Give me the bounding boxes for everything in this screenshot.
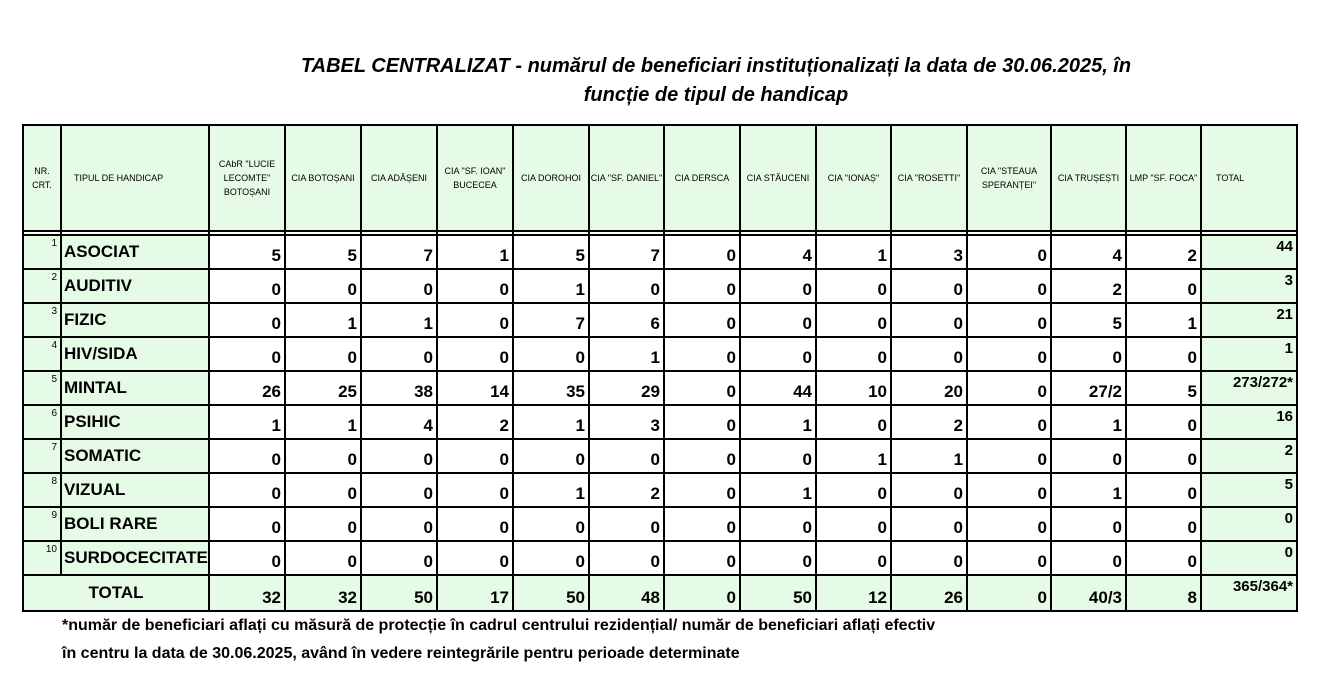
handicap-type: SURDOCECITATE <box>61 541 209 575</box>
row-total: 5 <box>1201 473 1297 507</box>
total-cell: 12 <box>816 575 891 611</box>
total-cell: 50 <box>513 575 589 611</box>
table-cell: 2 <box>589 473 664 507</box>
grand-total: 365/364* <box>1201 575 1297 611</box>
footnote-line-1: *număr de beneficiari aflați cu măsură de protecție în cadrul centrului rezidențial/ număr de beneficiari aflați efectiv <box>62 617 936 634</box>
table-cell: 0 <box>967 541 1051 575</box>
table-cell: 0 <box>967 337 1051 371</box>
table-cell: 6 <box>589 303 664 337</box>
table-cell: 0 <box>285 337 361 371</box>
table-cell: 4 <box>1051 235 1126 269</box>
beneficiaries-table <box>22 124 1298 612</box>
table-cell: 0 <box>740 303 816 337</box>
table-cell: 44 <box>740 371 816 405</box>
row-total: 1 <box>1201 337 1297 371</box>
row-number: 4 <box>23 337 61 371</box>
table-cell: 1 <box>361 303 437 337</box>
table-row <box>23 269 1297 303</box>
table-cell: 0 <box>1051 507 1126 541</box>
table-cell: 0 <box>967 473 1051 507</box>
table-cell: 0 <box>285 541 361 575</box>
table-row <box>23 405 1297 439</box>
table-cell: 1 <box>1126 303 1201 337</box>
table-cell: 0 <box>285 439 361 473</box>
table-cell: 0 <box>891 473 967 507</box>
table-cell: 3 <box>589 405 664 439</box>
table-cell: 0 <box>967 371 1051 405</box>
table-cell: 0 <box>891 541 967 575</box>
table-cell: 0 <box>967 507 1051 541</box>
table-cell: 0 <box>361 337 437 371</box>
column-header: CIA "STEAUA SPERANȚEI" <box>967 125 1051 231</box>
row-total: 3 <box>1201 269 1297 303</box>
table-cell: 0 <box>209 473 285 507</box>
table-row <box>23 439 1297 473</box>
table-cell: 4 <box>740 235 816 269</box>
table-cell: 0 <box>437 269 513 303</box>
table-cell: 1 <box>816 235 891 269</box>
table-cell: 0 <box>361 439 437 473</box>
table-cell: 0 <box>361 269 437 303</box>
column-header: CIA DERSCA <box>664 125 740 231</box>
table-cell: 1 <box>740 473 816 507</box>
table-row <box>23 235 1297 269</box>
table-cell: 0 <box>664 507 740 541</box>
table-cell: 0 <box>1051 337 1126 371</box>
table-cell: 1 <box>891 439 967 473</box>
row-number: 2 <box>23 269 61 303</box>
table-cell: 0 <box>664 439 740 473</box>
table-cell: 0 <box>1126 405 1201 439</box>
table-cell: 0 <box>816 541 891 575</box>
table-cell: 0 <box>1126 507 1201 541</box>
table-cell: 10 <box>816 371 891 405</box>
table-cell: 0 <box>513 337 589 371</box>
row-total: 273/272* <box>1201 371 1297 405</box>
total-cell: 50 <box>361 575 437 611</box>
table-cell: 0 <box>664 337 740 371</box>
total-cell: 0 <box>967 575 1051 611</box>
table-cell: 20 <box>891 371 967 405</box>
table-cell: 0 <box>285 473 361 507</box>
table-cell: 0 <box>285 269 361 303</box>
table-row <box>23 507 1297 541</box>
column-header: CIA "ROSETTI" <box>891 125 967 231</box>
table-cell: 0 <box>816 303 891 337</box>
row-number: 10 <box>23 541 61 575</box>
column-header: CIA "IONAȘ" <box>816 125 891 231</box>
table-cell: 0 <box>664 405 740 439</box>
table-cell: 1 <box>513 269 589 303</box>
table-cell: 5 <box>209 235 285 269</box>
table-cell: 5 <box>1126 371 1201 405</box>
column-header: CIA BOTOȘANI <box>285 125 361 231</box>
handicap-type: MINTAL <box>61 371 209 405</box>
table-cell: 38 <box>361 371 437 405</box>
row-number: 1 <box>23 235 61 269</box>
table-cell: 26 <box>209 371 285 405</box>
total-cell: 50 <box>740 575 816 611</box>
column-header: CAbR "LUCIE LECOMTE" BOTOȘANI <box>209 125 285 231</box>
table-cell: 0 <box>891 269 967 303</box>
table-cell: 0 <box>891 303 967 337</box>
table-cell: 1 <box>285 405 361 439</box>
table-cell: 1 <box>589 337 664 371</box>
column-header: CIA ADĂȘENI <box>361 125 437 231</box>
table-cell: 0 <box>664 371 740 405</box>
table-cell: 0 <box>967 235 1051 269</box>
total-cell: 17 <box>437 575 513 611</box>
table-header-row <box>23 125 1297 231</box>
table-cell: 2 <box>1126 235 1201 269</box>
table-cell: 0 <box>664 541 740 575</box>
column-header: NR. CRT. <box>23 125 61 231</box>
table-cell: 7 <box>513 303 589 337</box>
column-header: CIA "SF. IOAN" BUCECEA <box>437 125 513 231</box>
footnote <box>62 612 935 668</box>
table-cell: 0 <box>437 541 513 575</box>
total-cell: 0 <box>664 575 740 611</box>
table-cell: 0 <box>209 303 285 337</box>
table-row <box>23 337 1297 371</box>
title-line-2: funcție de tipul de handicap <box>583 84 849 106</box>
table-cell: 5 <box>513 235 589 269</box>
table-cell: 1 <box>816 439 891 473</box>
column-header: CIA STĂUCENI <box>740 125 816 231</box>
table-row <box>23 473 1297 507</box>
handicap-type: PSIHIC <box>61 405 209 439</box>
table-cell: 0 <box>513 507 589 541</box>
table-cell: 0 <box>589 541 664 575</box>
table-cell: 1 <box>209 405 285 439</box>
table-cell: 0 <box>437 473 513 507</box>
total-cell: 32 <box>285 575 361 611</box>
table-cell: 0 <box>589 269 664 303</box>
table-cell: 0 <box>967 303 1051 337</box>
table-cell: 0 <box>1051 541 1126 575</box>
row-total: 0 <box>1201 541 1297 575</box>
totals-label: TOTAL <box>23 575 209 611</box>
table-cell: 2 <box>891 405 967 439</box>
table-cell: 0 <box>1126 541 1201 575</box>
row-total: 21 <box>1201 303 1297 337</box>
table-cell: 0 <box>513 541 589 575</box>
table-cell: 0 <box>1126 337 1201 371</box>
row-number: 3 <box>23 303 61 337</box>
handicap-type: AUDITIV <box>61 269 209 303</box>
table-body <box>23 231 1297 611</box>
table-cell: 0 <box>664 473 740 507</box>
column-header: TOTAL <box>1201 125 1297 231</box>
title-line-1: TABEL CENTRALIZAT - numărul de beneficiari instituționalizați la data de 30.06.2025, în <box>300 55 1132 77</box>
table-cell: 5 <box>1051 303 1126 337</box>
table-cell: 0 <box>816 473 891 507</box>
table-cell: 0 <box>816 337 891 371</box>
table-cell: 0 <box>740 337 816 371</box>
table-cell: 0 <box>967 405 1051 439</box>
column-header: CIA "SF. DANIEL" <box>589 125 664 231</box>
table-cell: 1 <box>513 473 589 507</box>
table-cell: 0 <box>209 507 285 541</box>
table-cell: 0 <box>437 303 513 337</box>
handicap-type: ASOCIAT <box>61 235 209 269</box>
column-header: CIA TRUȘEȘTI <box>1051 125 1126 231</box>
handicap-type: BOLI RARE <box>61 507 209 541</box>
total-cell: 32 <box>209 575 285 611</box>
table-cell: 0 <box>361 541 437 575</box>
row-total: 0 <box>1201 507 1297 541</box>
table-cell: 27/2 <box>1051 371 1126 405</box>
table-cell: 0 <box>361 473 437 507</box>
table-cell: 3 <box>891 235 967 269</box>
table-cell: 0 <box>816 405 891 439</box>
table-cell: 7 <box>589 235 664 269</box>
table-cell: 0 <box>967 269 1051 303</box>
total-cell: 48 <box>589 575 664 611</box>
column-header: TIPUL DE HANDICAP <box>61 125 209 231</box>
row-number: 6 <box>23 405 61 439</box>
table-cell: 0 <box>589 507 664 541</box>
table-cell: 2 <box>437 405 513 439</box>
table-cell: 0 <box>513 439 589 473</box>
table-row <box>23 371 1297 405</box>
table-cell: 0 <box>967 439 1051 473</box>
document-title <box>0 52 1322 110</box>
table-cell: 0 <box>740 507 816 541</box>
row-total: 2 <box>1201 439 1297 473</box>
table-cell: 0 <box>209 439 285 473</box>
table-cell: 1 <box>1051 473 1126 507</box>
table-cell: 0 <box>740 541 816 575</box>
table-cell: 0 <box>437 507 513 541</box>
row-number: 5 <box>23 371 61 405</box>
table-cell: 0 <box>740 439 816 473</box>
table-cell: 0 <box>1126 269 1201 303</box>
table-cell: 0 <box>209 269 285 303</box>
total-cell: 26 <box>891 575 967 611</box>
table-cell: 1 <box>285 303 361 337</box>
table-cell: 14 <box>437 371 513 405</box>
column-header: CIA DOROHOI <box>513 125 589 231</box>
table-cell: 0 <box>209 541 285 575</box>
table-cell: 0 <box>1126 439 1201 473</box>
table-cell: 0 <box>664 235 740 269</box>
table-cell: 0 <box>361 507 437 541</box>
table-cell: 0 <box>664 269 740 303</box>
handicap-type: VIZUAL <box>61 473 209 507</box>
row-number: 8 <box>23 473 61 507</box>
table-cell: 0 <box>816 507 891 541</box>
table-cell: 4 <box>361 405 437 439</box>
table-cell: 0 <box>664 303 740 337</box>
table-row <box>23 303 1297 337</box>
row-number: 9 <box>23 507 61 541</box>
table-cell: 0 <box>1051 439 1126 473</box>
table-cell: 0 <box>816 269 891 303</box>
column-header: LMP "SF. FOCA" <box>1126 125 1201 231</box>
table-cell: 7 <box>361 235 437 269</box>
total-cell: 40/3 <box>1051 575 1126 611</box>
table-cell: 0 <box>1126 473 1201 507</box>
table-cell: 0 <box>589 439 664 473</box>
table-cell: 35 <box>513 371 589 405</box>
table-cell: 2 <box>1051 269 1126 303</box>
total-cell: 8 <box>1126 575 1201 611</box>
table-cell: 0 <box>437 439 513 473</box>
handicap-type: SOMATIC <box>61 439 209 473</box>
footnote-line-2: în centru la data de 30.06.2025, având în vedere reintegrările pentru perioade determinate <box>62 645 740 662</box>
table-cell: 1 <box>740 405 816 439</box>
table-cell: 0 <box>285 507 361 541</box>
table-cell: 1 <box>513 405 589 439</box>
handicap-type: HIV/SIDA <box>61 337 209 371</box>
table-cell: 0 <box>740 269 816 303</box>
table-row <box>23 541 1297 575</box>
table-cell: 0 <box>891 507 967 541</box>
table-cell: 0 <box>209 337 285 371</box>
row-total: 44 <box>1201 235 1297 269</box>
table-cell: 0 <box>437 337 513 371</box>
table-cell: 1 <box>1051 405 1126 439</box>
row-total: 16 <box>1201 405 1297 439</box>
totals-row <box>23 575 1297 611</box>
row-number: 7 <box>23 439 61 473</box>
handicap-type: FIZIC <box>61 303 209 337</box>
table-cell: 29 <box>589 371 664 405</box>
table-cell: 5 <box>285 235 361 269</box>
table-cell: 0 <box>891 337 967 371</box>
table-cell: 1 <box>437 235 513 269</box>
table-cell: 25 <box>285 371 361 405</box>
